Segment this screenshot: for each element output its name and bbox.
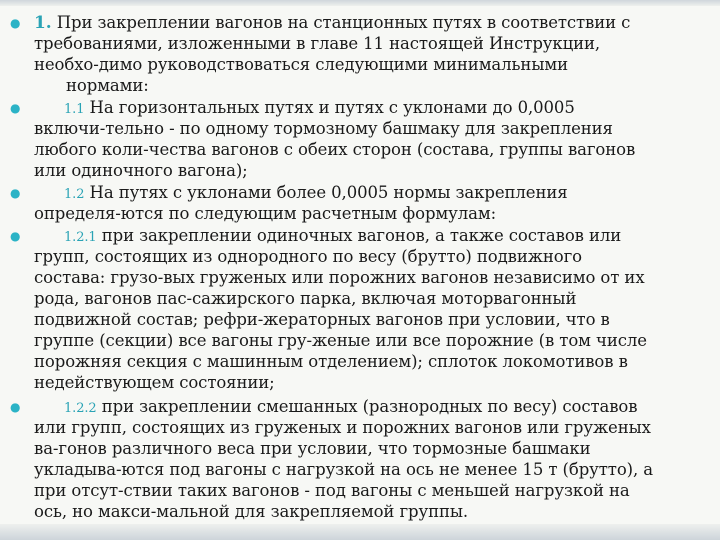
paragraph-line: требованиями, изложенными в главе 11 настоящей Инструкции,	[34, 34, 601, 53]
bullet-icon: ●	[10, 400, 21, 414]
paragraph-line: подвижной состав; рефри-жераторных вагонов при условии, что в	[34, 310, 610, 329]
paragraph-line: ва-гонов различного веса при условии, что тормозные башмаки	[34, 439, 591, 458]
paragraph-number: 1.2	[64, 187, 85, 202]
paragraph-line	[34, 12, 630, 34]
paragraph-line: недействующем состоянии;	[34, 373, 275, 392]
line-text: На путях с уклонами более 0,0005 нормы закрепления	[89, 183, 568, 202]
paragraph-line: ось, но макси-мальной для закрепляемой группы.	[34, 502, 469, 521]
line-text: При закреплении вагонов на станционных путях в соответствии с	[56, 13, 631, 32]
paragraph-number: 1.2.2	[64, 401, 97, 416]
line-text: при закреплении смешанных (разнородных по весу) составов	[101, 397, 638, 416]
bullet-icon: ●	[10, 16, 21, 30]
paragraph-number: 1.1	[64, 102, 85, 117]
paragraph-number: 1.	[34, 13, 52, 33]
paragraph-line: порожняя секция с машинным отделением); сплоток локомотивов в	[34, 352, 628, 371]
paragraph-line: любого коли-чества вагонов с обеих сторон (состава, группы вагонов	[34, 140, 636, 159]
paragraph-number: 1.2.1	[64, 230, 97, 245]
line-text: На горизонтальных путях и путях с уклонами до 0,0005	[89, 98, 575, 117]
paragraph-line: групп, состоящих из однородного по весу (брутто) подвижного	[34, 247, 582, 266]
line-text: при закреплении одиночных вагонов, а также составов или	[101, 226, 622, 245]
paragraph-line	[64, 396, 637, 419]
paragraph-line	[64, 225, 621, 248]
paragraph-line: укладыва-ются под вагоны с нагрузкой на ось не менее 15 т (брутто), а	[34, 460, 654, 479]
paragraph-line: или одиночного вагона);	[34, 161, 248, 180]
paragraph-line: определя-ются по следующим расчетным формулам:	[34, 204, 497, 223]
paragraph-line: необхо-димо руководствоваться следующими минимальными	[34, 55, 568, 74]
slide	[0, 6, 720, 524]
paragraph-line: или групп, состоящих из груженых и порожних вагонов или груженых	[34, 418, 651, 437]
bullet-icon: ●	[10, 186, 21, 200]
paragraph-line: нормами:	[66, 76, 149, 95]
paragraph-line: состава: грузо-вых груженых или порожних вагонов независимо от их	[34, 268, 645, 287]
paragraph-line: при отсут-ствии таких вагонов - под вагоны с меньшей нагрузкой на	[34, 481, 630, 500]
paragraph-line	[64, 97, 575, 120]
paragraph-line: включи-тельно - по одному тормозному башмаку для закрепления	[34, 119, 613, 138]
paragraph-line: группе (секции) все вагоны гру-женые или все порожние (в том числе	[34, 331, 647, 350]
paragraph-line	[64, 182, 568, 205]
bullet-icon: ●	[10, 229, 21, 243]
paragraph-line: рода, вагонов пас-сажирского парка, включая моторвагонный	[34, 289, 577, 308]
bullet-icon: ●	[10, 101, 21, 115]
slide-bottom-border	[0, 524, 720, 540]
